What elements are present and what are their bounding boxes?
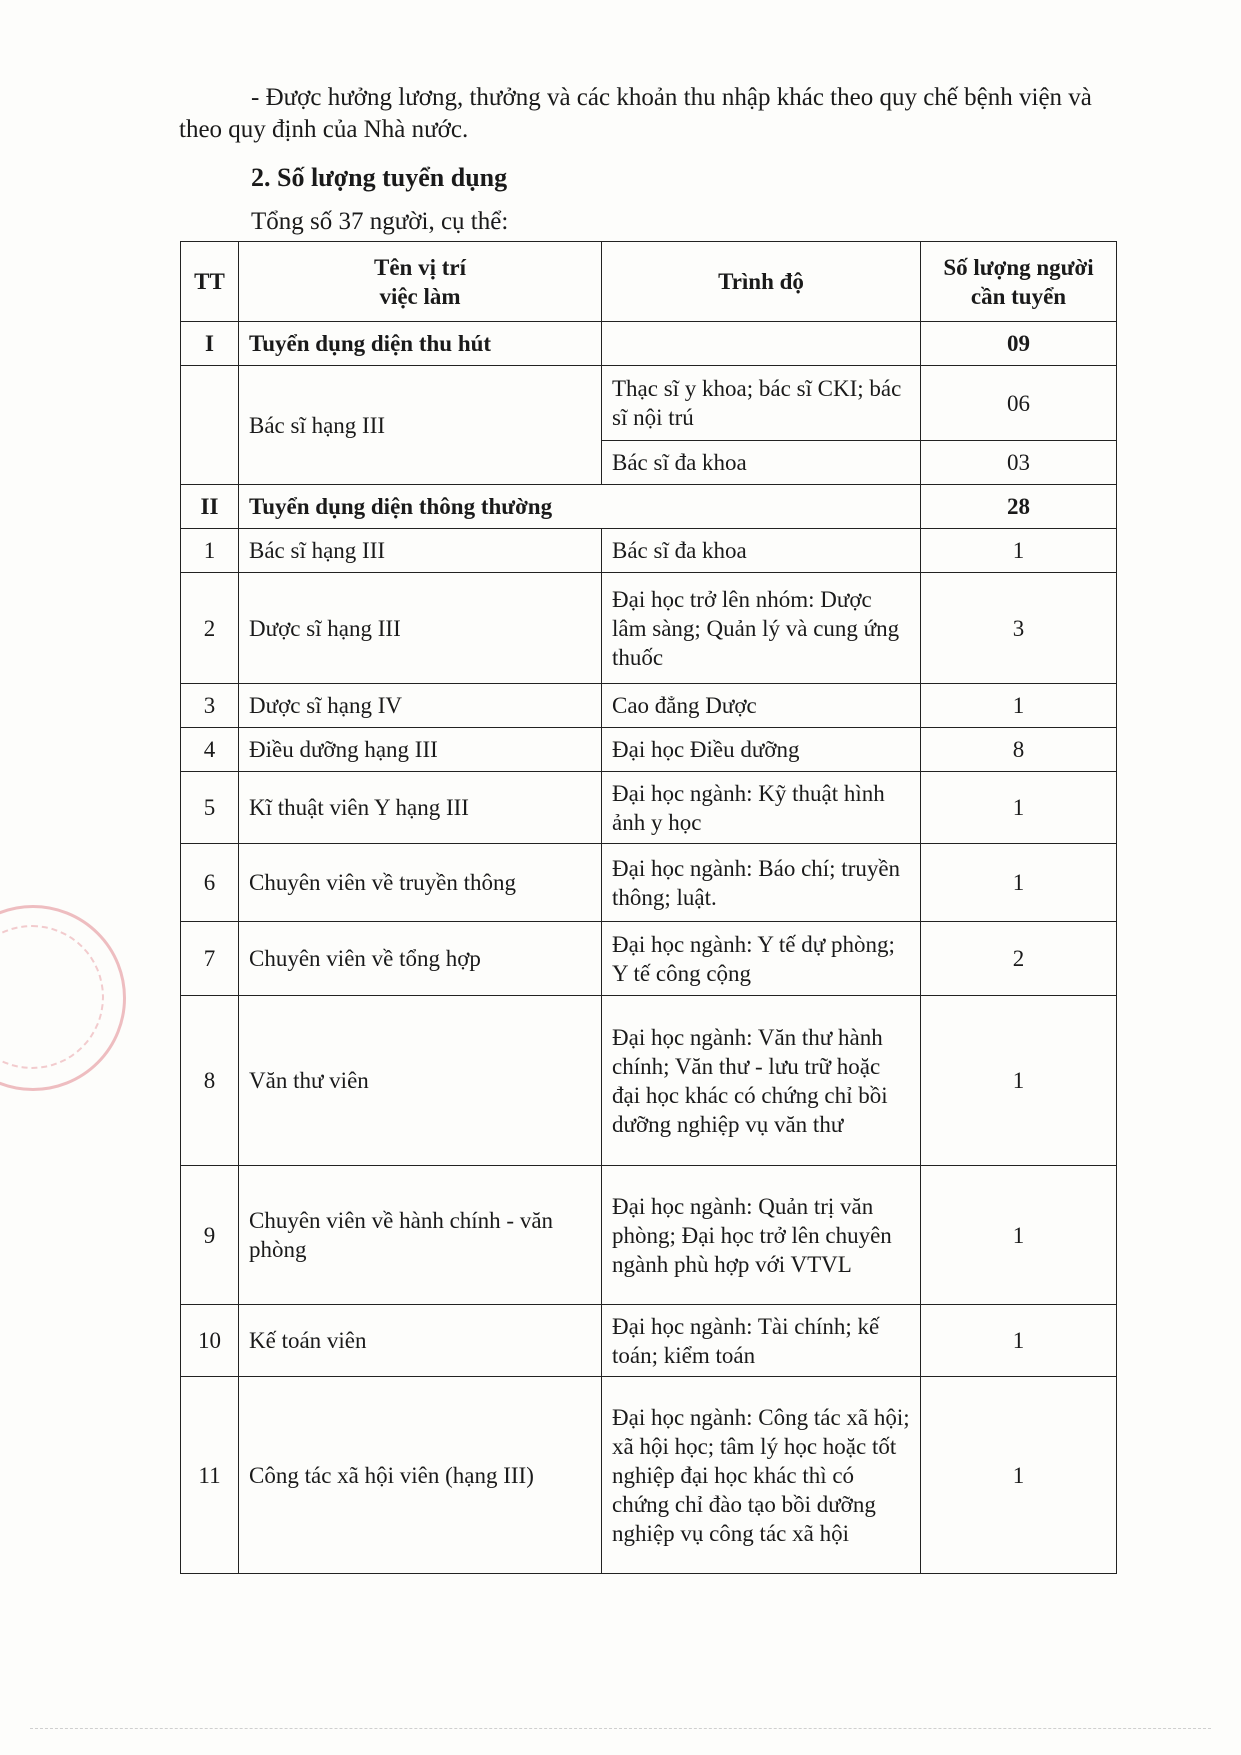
section-row-2 bbox=[181, 485, 1117, 529]
table-row bbox=[181, 996, 1117, 1166]
row-level: Đại học trở lên nhóm: Dược lâm sàng; Quản lý và cung ứng thuốc bbox=[602, 573, 921, 684]
section1-sub-tt bbox=[181, 366, 239, 485]
row-count: 1 bbox=[921, 1166, 1117, 1305]
table-row bbox=[181, 684, 1117, 728]
row-tt: 7 bbox=[181, 922, 239, 996]
section2-count: 28 bbox=[921, 485, 1117, 529]
row-level: Đại học Điều dưỡng bbox=[602, 728, 921, 772]
benefits-paragraph: - Được hưởng lương, thưởng và các khoản thu nhập khác theo quy chế bệnh viện và theo quy định của Nhà nước. bbox=[179, 84, 1092, 143]
section-heading: 2. Số lượng tuyển dụng bbox=[251, 163, 508, 192]
row-tt: 1 bbox=[181, 529, 239, 573]
row-count: 2 bbox=[921, 922, 1117, 996]
table-row bbox=[181, 1305, 1117, 1377]
table-row bbox=[181, 772, 1117, 844]
table-row bbox=[181, 922, 1117, 996]
row-tt: 11 bbox=[181, 1377, 239, 1574]
row-position: Điều dưỡng hạng III bbox=[239, 728, 602, 772]
header-tt: TT bbox=[181, 242, 239, 322]
row-position: Chuyên viên về tổng hợp bbox=[239, 922, 602, 996]
row-tt: 8 bbox=[181, 996, 239, 1166]
header-count bbox=[921, 242, 1117, 322]
row-level: Bác sĩ đa khoa bbox=[602, 529, 921, 573]
row-position: Văn thư viên bbox=[239, 996, 602, 1166]
row-tt: 3 bbox=[181, 684, 239, 728]
row-position: Kĩ thuật viên Y hạng III bbox=[239, 772, 602, 844]
table-row bbox=[181, 728, 1117, 772]
row-count: 1 bbox=[921, 1377, 1117, 1574]
row-level: Đại học ngành: Công tác xã hội; xã hội học; tâm lý học hoặc tốt nghiệp đại học khác thì có chứng chỉ đào tạo bồi dưỡng nghiệp vụ công tác xã hội bbox=[602, 1377, 921, 1574]
total-line: Tổng số 37 người, cụ thể: bbox=[251, 208, 509, 235]
scan-edge-line bbox=[30, 1728, 1211, 1729]
row-level: Đại học ngành: Báo chí; truyền thông; luật. bbox=[602, 844, 921, 922]
header-level: Trình độ bbox=[602, 242, 921, 322]
row-level: Đại học ngành: Quản trị văn phòng; Đại học trở lên chuyên ngành phù hợp với VTVL bbox=[602, 1166, 921, 1305]
section-row-1 bbox=[181, 322, 1117, 366]
header-count-line1: Số lượng người bbox=[943, 254, 1094, 280]
section1-count: 09 bbox=[921, 322, 1117, 366]
row-count: 8 bbox=[921, 728, 1117, 772]
table-row bbox=[181, 366, 1117, 441]
section1-position: Bác sĩ hạng III bbox=[239, 366, 602, 485]
section1-sub1-level: Thạc sĩ y khoa; bác sĩ CKI; bác sĩ nội trú bbox=[602, 366, 921, 441]
section1-name: Tuyển dụng diện thu hút bbox=[239, 322, 602, 366]
section1-empty bbox=[602, 322, 921, 366]
row-position: Chuyên viên về hành chính - văn phòng bbox=[239, 1166, 602, 1305]
header-position bbox=[239, 242, 602, 322]
section1-tt: I bbox=[181, 322, 239, 366]
row-tt: 2 bbox=[181, 573, 239, 684]
table-row bbox=[181, 1166, 1117, 1305]
row-position: Dược sĩ hạng III bbox=[239, 573, 602, 684]
section2-tt: II bbox=[181, 485, 239, 529]
section1-sub2-count: 03 bbox=[921, 441, 1117, 485]
row-count: 1 bbox=[921, 1305, 1117, 1377]
recruitment-table bbox=[180, 241, 1117, 1574]
section1-sub1-count: 06 bbox=[921, 366, 1117, 441]
row-level: Cao đẳng Dược bbox=[602, 684, 921, 728]
row-count: 1 bbox=[921, 772, 1117, 844]
row-level: Đại học ngành: Tài chính; kế toán; kiểm toán bbox=[602, 1305, 921, 1377]
row-count: 1 bbox=[921, 996, 1117, 1166]
section2-name: Tuyển dụng diện thông thường bbox=[239, 485, 921, 529]
header-position-line2: việc làm bbox=[379, 283, 461, 309]
row-count: 1 bbox=[921, 529, 1117, 573]
row-level: Đại học ngành: Y tế dự phòng; Y tế công cộng bbox=[602, 922, 921, 996]
row-count: 1 bbox=[921, 844, 1117, 922]
row-position: Công tác xã hội viên (hạng III) bbox=[239, 1377, 602, 1574]
section1-sub2-level: Bác sĩ đa khoa bbox=[602, 441, 921, 485]
row-tt: 10 bbox=[181, 1305, 239, 1377]
row-position: Dược sĩ hạng IV bbox=[239, 684, 602, 728]
row-position: Chuyên viên về truyền thông bbox=[239, 844, 602, 922]
row-tt: 9 bbox=[181, 1166, 239, 1305]
row-tt: 4 bbox=[181, 728, 239, 772]
row-tt: 5 bbox=[181, 772, 239, 844]
header-position-line1: Tên vị trí bbox=[374, 254, 466, 280]
row-level: Đại học ngành: Kỹ thuật hình ảnh y học bbox=[602, 772, 921, 844]
row-position: Bác sĩ hạng III bbox=[239, 529, 602, 573]
table-row bbox=[181, 573, 1117, 684]
row-level: Đại học ngành: Văn thư hành chính; Văn thư - lưu trữ hoặc đại học khác có chứng chỉ bồi dưỡng nghiệp vụ văn thư bbox=[602, 996, 921, 1166]
table-row bbox=[181, 1377, 1117, 1574]
row-position: Kế toán viên bbox=[239, 1305, 602, 1377]
table-row bbox=[181, 844, 1117, 922]
table-header-row bbox=[181, 242, 1117, 322]
table-row bbox=[181, 529, 1117, 573]
row-count: 1 bbox=[921, 684, 1117, 728]
row-tt: 6 bbox=[181, 844, 239, 922]
header-count-line2: cần tuyển bbox=[970, 283, 1067, 309]
row-count: 3 bbox=[921, 573, 1117, 684]
